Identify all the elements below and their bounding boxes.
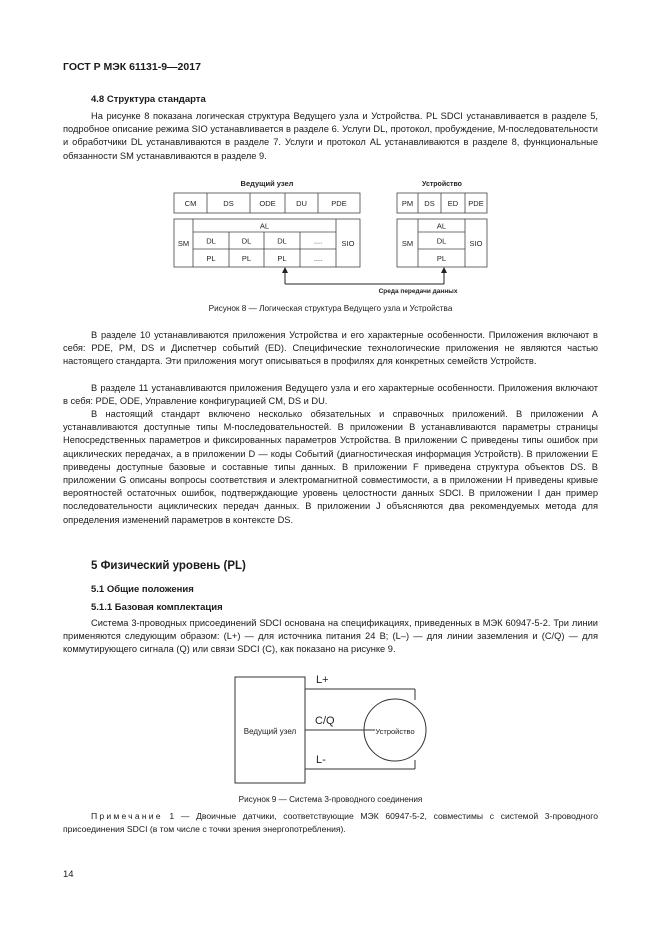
master-block-pde: PDE bbox=[331, 199, 347, 208]
fig9-device-label: Устройство bbox=[375, 727, 415, 736]
master-block-pl: PL bbox=[206, 254, 216, 263]
master-block-ode: ODE bbox=[259, 199, 276, 208]
master-block-al: AL bbox=[259, 221, 270, 231]
paragraph-4-8: На рисунке 8 показана логическая структура Ведущего узла и Устройства. PL SDCI устанавливается в разделе 5, подробное описание режима SIO устанавливается в разделе 6. Услуги DL, протокол, пробуждение, M-последовательности и обработчики DL устанавливаются в разделе 7. Услуги и протокол AL устанавливаются в разделе 8, функциональные обязанности SM устанавливаются в разделе 9. bbox=[63, 111, 598, 161]
arrow-up-icon bbox=[282, 267, 288, 273]
section-5-1-title: 5.1 Общие положения bbox=[91, 584, 194, 595]
master-block-pl: PL bbox=[277, 254, 287, 263]
master-block-dots: .... bbox=[313, 236, 323, 246]
master-block-dots: .... bbox=[313, 254, 323, 263]
master-block-pl: PL bbox=[241, 254, 252, 263]
fig9-master-label: Ведущий узел bbox=[243, 727, 297, 736]
master-block-dl: DL bbox=[241, 236, 252, 246]
master-block-du: DU bbox=[296, 199, 307, 208]
paragraph-5-1-1: Система 3-проводных присоединений SDCI основана на спецификациях, приведенных в МЭК 60947-5-2. Три линии применяются следующим образом: (L+) — для источника питания 24 В; (L–) — для линии заземления и (C/Q) — для коммутирующего сигнала (Q) или связи SDCI (C), как показано на рисунке 9. bbox=[63, 618, 598, 655]
figure-8-caption: Рисунок 8 — Логическая структура Ведущего узла и Устройства bbox=[208, 304, 453, 313]
device-title: Устройство bbox=[422, 181, 462, 188]
figure-8-diagram bbox=[160, 174, 500, 296]
device-block-al: AL bbox=[436, 221, 447, 231]
figure-9-diagram bbox=[225, 670, 445, 790]
device-block-ds: DS bbox=[424, 199, 435, 208]
section-5-1-1-title: 5.1.1 Базовая комплектация bbox=[91, 602, 223, 613]
master-block-ds: DS bbox=[223, 199, 234, 208]
note-1 bbox=[63, 810, 598, 835]
device-block-pde: PDE bbox=[468, 199, 484, 208]
device-block-pl: PL bbox=[436, 254, 447, 263]
master-block-sio: SIO bbox=[341, 239, 355, 248]
line-lplus-label: L+ bbox=[316, 674, 329, 686]
device-block-dl: DL bbox=[436, 236, 447, 246]
paragraph-annexes: В настоящий стандарт включено несколько обязательных и справочных приложений. В приложении A устанавливаются доступные типы M-последовательностей. В приложении B устанавливаются параметры страницы Непосредственных параметров и фиксированных параметров Устройства. В приложении C приведены типы ошибок при ациклических передачах, а в приложении D — коды Событий (диагностическая информация Устройств). В приложении E приведены доступные базовые и составные типы данных. В приложении F приведена структура объектов DS. В приложении G описаны вопросы соответствия и электромагнитной совместимости, а в приложении H приведены кривые вероятностей остаточных ошибок, подтверждающие уровень целостности данных SDCI. В приложении I дан пример последовательности ациклических передач данных. В приложении J объясняются два рекомендуемых метода для определения изменений параметров в контексте DS. bbox=[63, 409, 598, 525]
master-node-title: Ведущий узел bbox=[240, 179, 294, 188]
master-block-sm: SM bbox=[177, 239, 190, 248]
device-block-sm: SM bbox=[401, 239, 414, 248]
arrow-up-icon bbox=[441, 267, 447, 273]
note-text: 1 — Двоичные датчики, соответствующие МЭК 60947-5-2, совместимы с системой 3-проводного присоединения SDCI (в том числе с точки зрения энергопотребления). bbox=[63, 811, 598, 834]
master-block-cm: CM bbox=[184, 199, 197, 208]
transmission-medium-label: Среда передачи данных bbox=[378, 288, 458, 295]
line-lminus-label: L- bbox=[316, 754, 326, 766]
master-block-dl: DL bbox=[277, 236, 287, 246]
figure-9-caption: Рисунок 9 — Система 3-проводного соединения bbox=[238, 795, 423, 804]
paragraph-section-11: В разделе 11 устанавливаются приложения Ведущего узла и его характерные особенности. Приложения включают в себя: PDE, ODE, Управление конфигурацией CM, DS и DU. bbox=[63, 383, 598, 407]
line-cq-label: C/Q bbox=[315, 715, 335, 727]
note-label: Примечание bbox=[91, 811, 163, 821]
master-block-dl: DL bbox=[206, 236, 216, 246]
document-header: ГОСТ Р МЭК 61131-9—2017 bbox=[63, 61, 201, 73]
page-number: 14 bbox=[63, 869, 74, 880]
section-5-title: 5 Физический уровень (PL) bbox=[91, 560, 246, 572]
paragraph-section-10: В разделе 10 устанавливаются приложения Устройства и его характерные особенности. Приложения включают в себя: PDE, PM, DS и Диспетчер событий (ED). Специфические технологические приложения не являются частью настоящего стандарта. Эти приложения могут описываться в профилях для конкретных семейств Устройств. bbox=[63, 330, 598, 367]
device-block-ed: ED bbox=[447, 199, 459, 208]
device-block-sio: SIO bbox=[469, 239, 483, 248]
device-block-pm: PM bbox=[401, 199, 414, 208]
section-4-8-title: 4.8 Структура стандарта bbox=[91, 94, 206, 105]
